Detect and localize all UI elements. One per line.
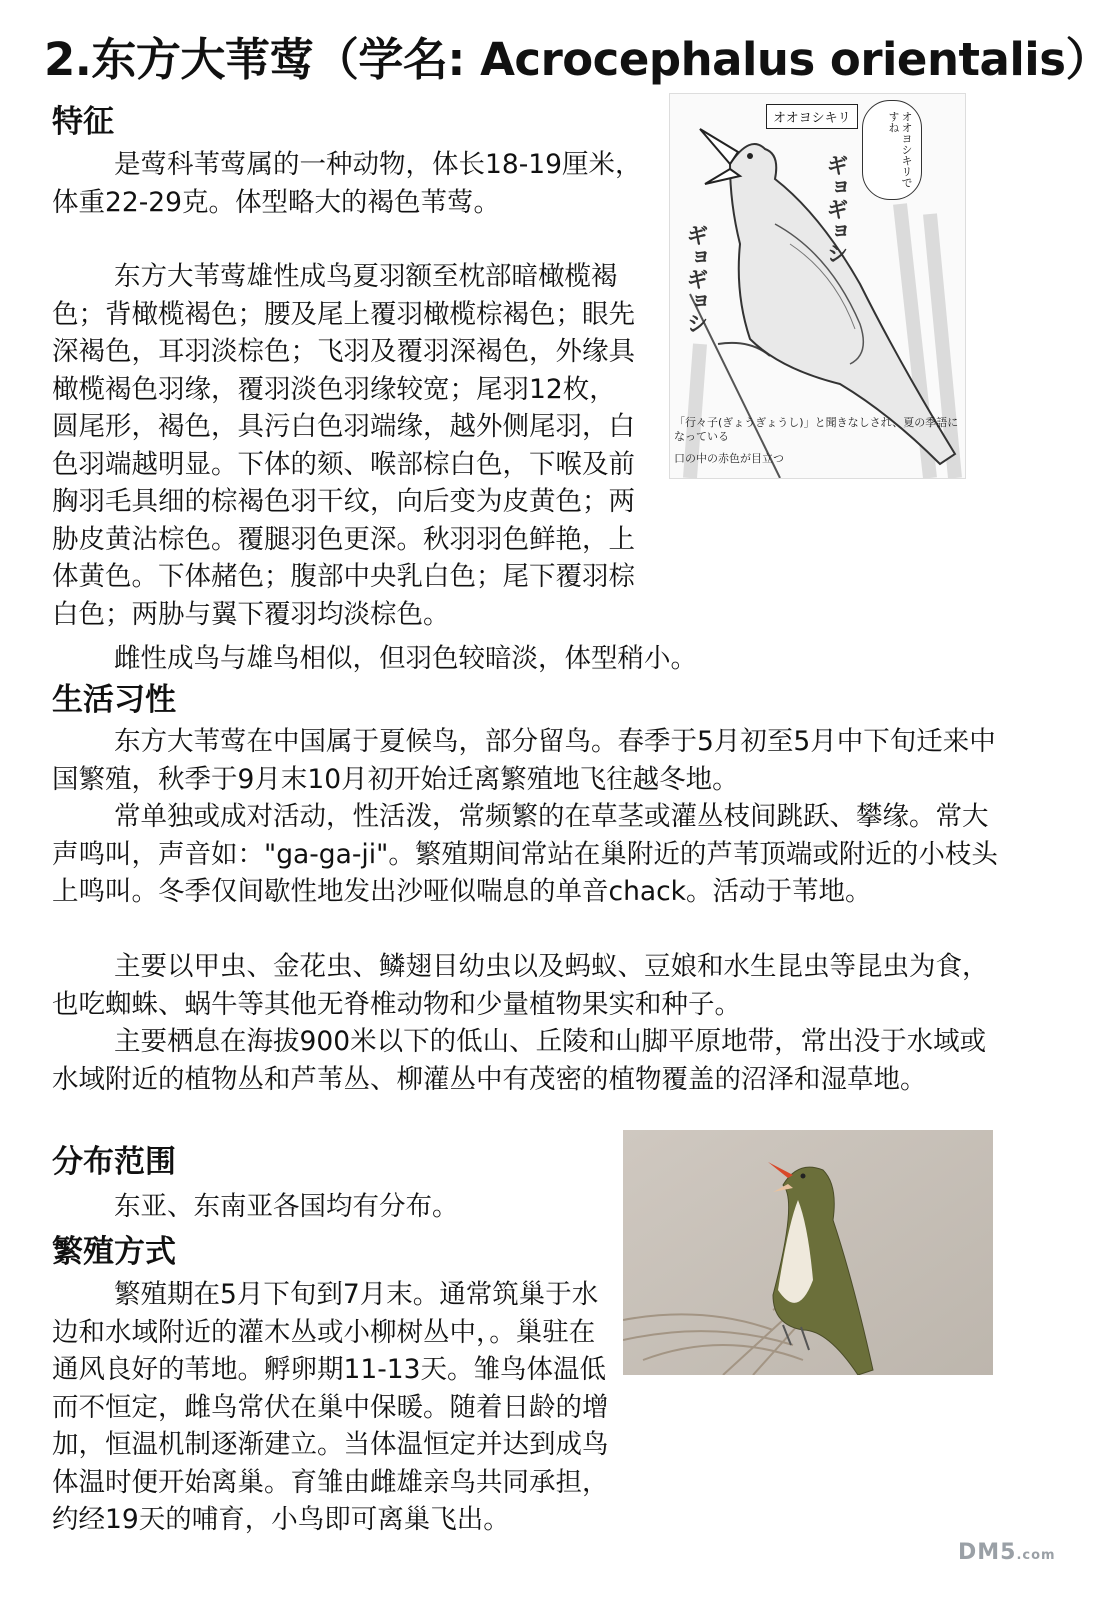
- heading-breeding: 繁殖方式: [52, 1234, 176, 1270]
- manga-label: オオヨシキリ: [766, 104, 858, 129]
- manga-caption-1: 「行々子(ぎょうぎょうし)」と聞きなしされ、夏の季語になっている: [674, 416, 959, 443]
- breeding-paragraph-1: 繁殖期在5月下旬到7月末。通常筑巢于水边和水域附近的灌木丛或小柳树丛中，。巢驻在通风良好的苇地。孵卵期11-13天。雏鸟体温低而不恒定，雌鸟常伏在巢中保暖。随着日龄的增加，恒温机制逐渐建立。当体温恒定并达到成鸟体温时便开始离巢。育雏由雌雄亲鸟共同承担，约经19天的哺育，小鸟即可离巢飞出。: [52, 1279, 609, 1535]
- manga-caption-2: 口の中の赤色が目立つ: [674, 452, 784, 465]
- heading-features: 特征: [52, 104, 114, 140]
- page-title: 2.东方大苇莺（学名: Acrocephalus orientalis）: [44, 33, 1110, 86]
- habits-paragraph-3: 主要以甲虫、金花虫、鳞翅目幼虫以及蚂蚁、豆娘和水生昆虫等昆虫为食，也吃蜘蛛、蜗牛等其他无脊椎动物和少量植物果实和种子。: [52, 951, 989, 1020]
- heading-habits: 生活习性: [52, 682, 176, 718]
- features-paragraph-1: 是莺科苇莺属的一种动物，体长18-19厘米，体重22-29克。体型略大的褐色苇莺。: [52, 149, 642, 218]
- sound-effect-1: ギョギョシ: [823, 154, 848, 264]
- watermark-logo: DM5: [958, 1540, 1017, 1565]
- speech-bubble: オオヨシキリですね: [862, 100, 922, 200]
- watermark: [958, 1540, 1056, 1565]
- distribution-paragraph-1: 东亚、东南亚各国均有分布。: [114, 1191, 459, 1222]
- habits-paragraph-2: 常单独或成对活动，性活泼，常频繁的在草茎或灌丛枝间跳跃、攀缘。常大声鸣叫，声音如："ga-ga-ji"。繁殖期间常站在巢附近的芦苇顶端或附近的小枝头上鸣叫。冬季仅间歇性地发出沙哑似喘息的单音chack。活动于苇地。: [52, 801, 998, 907]
- features-paragraph-3: 雌性成鸟与雄鸟相似，但羽色较暗淡，体型稍小。: [114, 643, 697, 674]
- heading-distribution: 分布范围: [52, 1144, 176, 1180]
- habits-paragraph-1: 东方大苇莺在中国属于夏候鸟，部分留鸟。春季于5月初至5月中下旬迁来中国繁殖，秋季于9月末10月初开始迁离繁殖地飞往越冬地。: [52, 726, 996, 795]
- bird-photo: [623, 1130, 993, 1375]
- features-paragraph-2: 东方大苇莺雄性成鸟夏羽额至枕部暗橄榄褐色；背橄榄褐色；腰及尾上覆羽橄榄棕褐色；眼先深褐色，耳羽淡棕色；飞羽及覆羽深褐色，外缘具橄榄褐色羽缘，覆羽淡色羽缘较宽；尾羽12枚，圆尾形，褐色，具污白色羽端缘，越外侧尾羽，白色羽端越明显。下体的颏、喉部棕白色，下喉及前胸羽毛具细的棕褐色羽干纹，向后变为皮黄色；两胁皮黄沾棕色。覆腿羽色更深。秋羽羽色鲜艳，上体黄色。下体赭色；腹部中央乳白色；尾下覆羽棕白色；两胁与翼下覆羽均淡棕色。: [52, 261, 635, 630]
- sound-effect-2: ギョギョシ: [683, 224, 708, 334]
- habits-paragraph-4: 主要栖息在海拔900米以下的低山、丘陵和山脚平原地带，常出没于水域或水域附近的植物丛和芦苇丛、柳灌丛中有茂密的植物覆盖的沼泽和湿草地。: [52, 1026, 987, 1095]
- manga-illustration: [669, 93, 966, 479]
- watermark-suffix: .com: [1016, 1548, 1056, 1563]
